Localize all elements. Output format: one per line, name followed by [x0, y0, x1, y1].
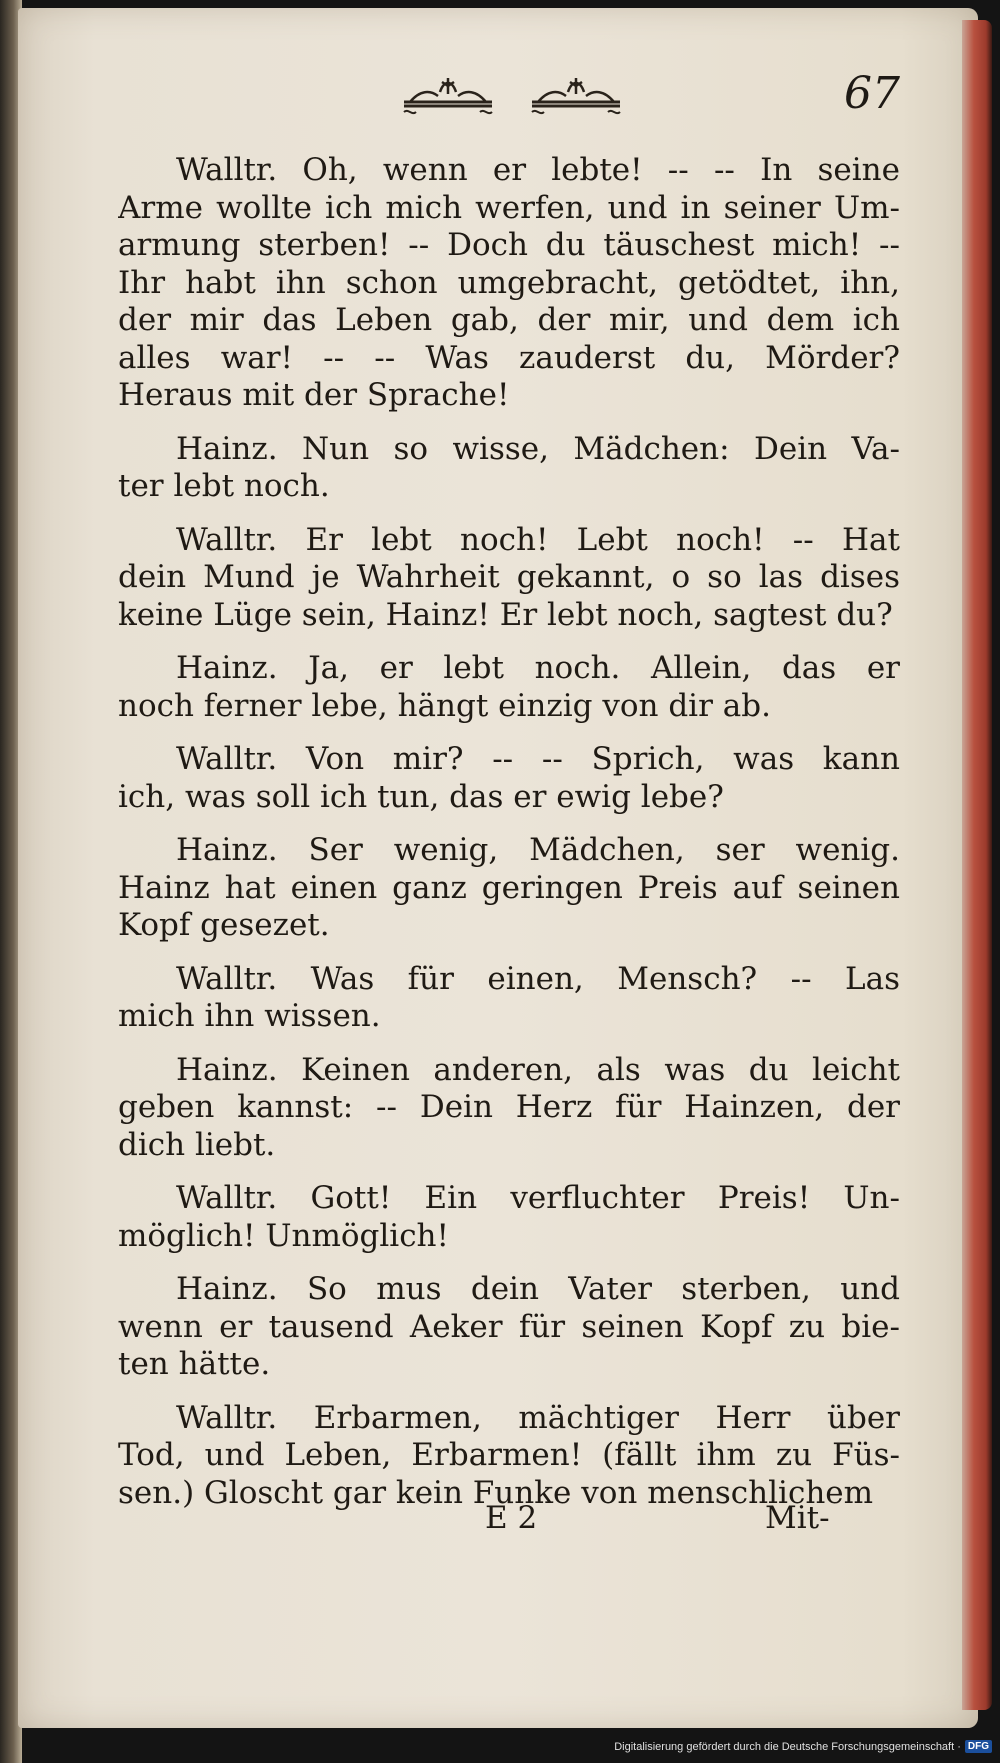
text-line: Heraus mit der Sprache! — [118, 377, 510, 413]
text-line: dein Mund je Wahrheit gekannt, o so las dises — [118, 559, 900, 595]
text-line: Walltr. Was für einen, Mensch? -- Las — [176, 960, 900, 997]
paragraph — [118, 832, 900, 945]
text-line: keine Lüge sein, Hainz! Er lebt noch, sagtest du? — [118, 596, 893, 633]
paragraph — [118, 741, 900, 816]
text-line: Walltr. Gott! Ein verfluchter Preis! Un- — [176, 1180, 900, 1216]
text-line: ter lebt noch. — [118, 468, 330, 504]
text-line: Walltr. Erbarmen, mächtiger Herr über — [176, 1399, 900, 1436]
paragraph — [118, 961, 900, 1036]
text-line: der mir das Leben gab, der mir, und dem ich — [118, 302, 900, 338]
text-line: noch ferner lebe, hängt einzig von dir ab. — [118, 687, 771, 724]
paragraph — [118, 650, 900, 725]
digitization-credit — [614, 1740, 992, 1753]
text-line: alles war! -- -- Was zauderst du, Mörder? — [118, 339, 900, 376]
text-line: sen.) Gloscht gar kein Funke von menschlichem — [118, 1474, 874, 1511]
paragraph — [118, 431, 900, 506]
text-line: geben kannst: -- Dein Herz für Hainzen, der — [118, 1089, 900, 1125]
text-line: Hainz. Keinen anderen, als was du leicht — [176, 1051, 900, 1088]
ornament-left-icon — [400, 72, 496, 116]
text-line: ich, was soll ich tun, das er ewig lebe? — [118, 778, 724, 815]
catchword: Mit- — [765, 1500, 830, 1536]
text-line: Kopf gesezet. — [118, 907, 330, 943]
text-line: Walltr. Von mir? -- -- Sprich, was kann — [176, 741, 900, 777]
text-line: dich liebt. — [118, 1126, 276, 1163]
text-line: ten hätte. — [118, 1346, 271, 1382]
paragraph — [118, 1271, 900, 1384]
text-line: Hainz hat einen ganz geringen Preis auf seinen — [118, 869, 900, 906]
page-header — [400, 68, 940, 128]
text-line: wenn er tausend Aeker für seinen Kopf zu bie- — [118, 1308, 900, 1345]
credit-text: Digitalisierung gefördert durch die Deutsche Forschungsgemeinschaft · — [614, 1740, 961, 1753]
paragraph — [118, 1400, 900, 1513]
paragraph — [118, 522, 900, 635]
text-line: Walltr. Oh, wenn er lebte! -- -- In seine — [176, 152, 900, 188]
text-line: Walltr. Er lebt noch! Lebt noch! -- Hat — [176, 521, 900, 558]
text-line: armung sterben! -- Doch du täuschest mich! -- — [118, 227, 900, 263]
text-line: Arme wollte ich mich werfen, und in seiner Um- — [118, 189, 900, 226]
text-line: Hainz. So mus dein Vater sterben, und — [176, 1271, 900, 1307]
text-line: möglich! Unmöglich! — [118, 1217, 449, 1254]
text-line: Hainz. Ja, er lebt noch. Allein, das er — [176, 650, 900, 686]
page-red-edge — [962, 20, 992, 1710]
page-text — [118, 152, 900, 1528]
paragraph — [118, 1052, 900, 1165]
paragraph — [118, 1180, 900, 1255]
text-line: Tod, und Leben, Erbarmen! (fällt ihm zu Füs- — [118, 1437, 900, 1473]
ornament-right-icon — [528, 72, 624, 116]
dfg-logo: DFG — [965, 1740, 992, 1753]
text-line: Hainz. Ser wenig, Mädchen, ser wenig. — [176, 832, 900, 868]
text-line: Ihr habt ihn schon umgebracht, getödtet, ihn, — [118, 264, 900, 301]
text-line: mich ihn wissen. — [118, 998, 381, 1034]
paragraph — [118, 152, 900, 415]
page-number: 67 — [844, 68, 900, 119]
signature-mark: E 2 — [485, 1500, 538, 1536]
text-line: Hainz. Nun so wisse, Mädchen: Dein Va- — [176, 430, 900, 467]
